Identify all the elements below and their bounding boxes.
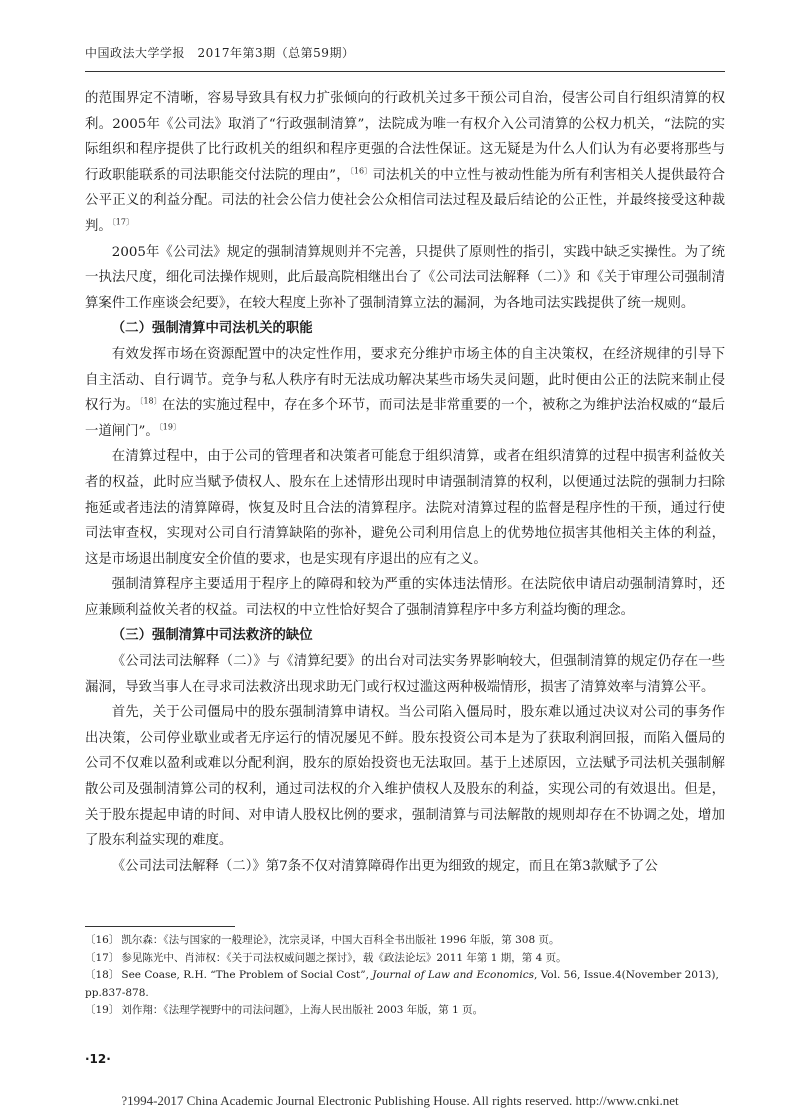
footnote — [85, 1002, 725, 1020]
section-heading: （二）强制清算中司法机关的职能 — [111, 321, 313, 337]
footnote-rule — [85, 926, 235, 927]
text-run: , Vol. 56, Issue.4(November 2013), pp.837-878. — [85, 969, 719, 999]
paragraph — [85, 86, 725, 240]
footnote-number: 〔19〕 — [85, 1004, 120, 1016]
text-run: 《公司法司法解释（二）》第7条不仅对清算障碍作出更为细致的规定，而且在第3款赋予了公 — [111, 858, 658, 874]
text-run: 首先，关于公司僵局中的股东强制清算申请权。当公司陷入僵局时，股东难以通过决议对公司的事务作出决策，公司停业歇业或者无序运行的情况屡见不鲜。股东投资公司本是为了获取利润回报，而陷入僵局的公司不仅难以盈利或难以分配利润，股东的原始投资也无法取回。基于上述原因，立法赋予司法机关强制解散公司及强制清算公司的权利，通过司法权的介入维护债权人及股东的利益，实现公司的有效退出。但是，关于股东提起申请的时间、对申请人股权比例的要求，强制清算与司法解散的规则却存在不协调之处，增加了股东利益实现的难度。 — [85, 705, 725, 849]
running-header: 中国政法大学学报 2017年第3期（总第59期） — [85, 46, 355, 60]
footnote-ref: 〔17〕 — [111, 217, 134, 227]
text-run: 的范围界定不清晰，容易导致具有权力扩张倾向的行政机关过多干预公司自治，侵害公司自行组织清算的权利。2005年《公司法》取消了“行政强制清算”，法院成为唯一有权介入公司清算的公权力机关，“法院的实际组织和程序提供了比行政机关的组织和程序更强的合法性保证。这无疑是为什么人们认为有必要将那些与行政职能联系的司法职能交付法院的理由”， — [85, 91, 725, 183]
footnote-number: 〔18〕 — [85, 969, 120, 981]
footnote — [85, 932, 725, 950]
text-run: 司法机关的中立性与被动性能为所有利害相关人提供最符合公平正义的利益分配。司法的社会公信力使社会公众相信司法过程及最后结论的公正性，并最终接受这种裁判。 — [85, 167, 725, 234]
footnote — [85, 950, 725, 968]
footnotes — [85, 932, 725, 1020]
text-run: See Coase, R.H. “The Problem of Social Cost”, — [121, 969, 373, 981]
footnote — [85, 967, 725, 1002]
paragraph — [85, 572, 725, 623]
footnote-number: 〔17〕 — [85, 951, 120, 964]
footnote-number: 〔16〕 — [85, 934, 120, 946]
paragraph — [85, 240, 725, 317]
text-run: 凯尔森：《法与国家的一般理论》，沈宗灵译，中国大百科全书出版社 1996 年版，第 308 页。 — [121, 934, 560, 946]
italic-text: Journal of Law and Economics — [372, 969, 535, 981]
paragraph — [85, 854, 725, 880]
page-number: ·12· — [85, 1052, 111, 1066]
header-rule — [85, 71, 725, 72]
text-run: 在法的实施过程中，存在多个环节，而司法是非常重要的一个，被称之为维护法治权威的“最后一道闸门”。 — [85, 398, 726, 439]
footnote-ref: 〔19〕 — [158, 422, 181, 432]
paragraph — [85, 649, 725, 700]
text-run: 有效发挥市场在资源配置中的决定性作用，要求充分维护市场主体的自主决策权，在经济规律的引导下自主活动、自行调节。竞争与私人秩序有时无法成功解决某些市场失灵问题，此时便由公正的法院来制止侵权行为。 — [85, 346, 725, 414]
text-run: 强制清算程序主要适用于程序上的障碍和较为严重的实体违法情形。在法院依申请启动强制清算时，还应兼顾利益攸关者的权益。司法权的中立性恰好契合了强制清算程序中多方利益均衡的理念。 — [85, 577, 725, 618]
section-heading: （三）强制清算中司法救济的缺位 — [111, 628, 313, 644]
article-body — [85, 86, 725, 879]
footnote-ref: 〔18〕 — [139, 396, 162, 406]
paragraph — [85, 444, 725, 572]
footnote-ref: 〔16〕 — [349, 166, 373, 176]
paragraph — [85, 700, 725, 854]
text-run: 参见陈光中、肖沛权：《关于司法权威问题之探讨》，载《政法论坛》2011 年第 1 期，第 4 页。 — [121, 951, 567, 964]
text-run: 在清算过程中，由于公司的管理者和决策者可能怠于组织清算，或者在组织清算的过程中损害利益攸关者的权益，此时应当赋予债权人、股东在上述情形出现时申请强制清算的权利，以便通过法院的强制力扫除拖延或者违法的清算障碍，恢复及时且合法的清算程序。法院对清算过程的监督是程序性的干预，通过行使司法审查权，实现对公司自行清算缺陷的弥补，避免公司利用信息上的优势地位损害其他相关主体的利益，这是市场退出制度安全价值的要求，也是实现有序退出的应有之义。 — [85, 449, 725, 567]
text-run: 2005年《公司法》规定的强制清算规则并不完善，只提供了原则性的指引，实践中缺乏实操性。为了统一执法尺度，细化司法操作规则，此后最高院相继出台了《公司法司法解释（二）》和《关于审理公司强制清算案件工作座谈会纪要》，在较大程度上弥补了强制清算立法的漏洞，为各地司法实践提供了统一规则。 — [85, 244, 725, 311]
text-run: 刘作翔：《法理学视野中的司法问题》，上海人民出版社 2003 年版，第 1 页。 — [121, 1004, 484, 1016]
text-run: 《公司法司法解释（二）》与《清算纪要》的出台对司法实务界影响较大，但强制清算的规定仍存在一些漏洞，导致当事人在寻求司法救济出现求助无门或行权过滥这两种极端情形，损害了清算效率与清算公平。 — [85, 654, 725, 695]
copyright-line: ?1994-2017 China Academic Journal Electronic Publishing House. All rights reserved. http://www.cnki.net — [121, 1093, 679, 1108]
paragraph — [85, 342, 725, 444]
